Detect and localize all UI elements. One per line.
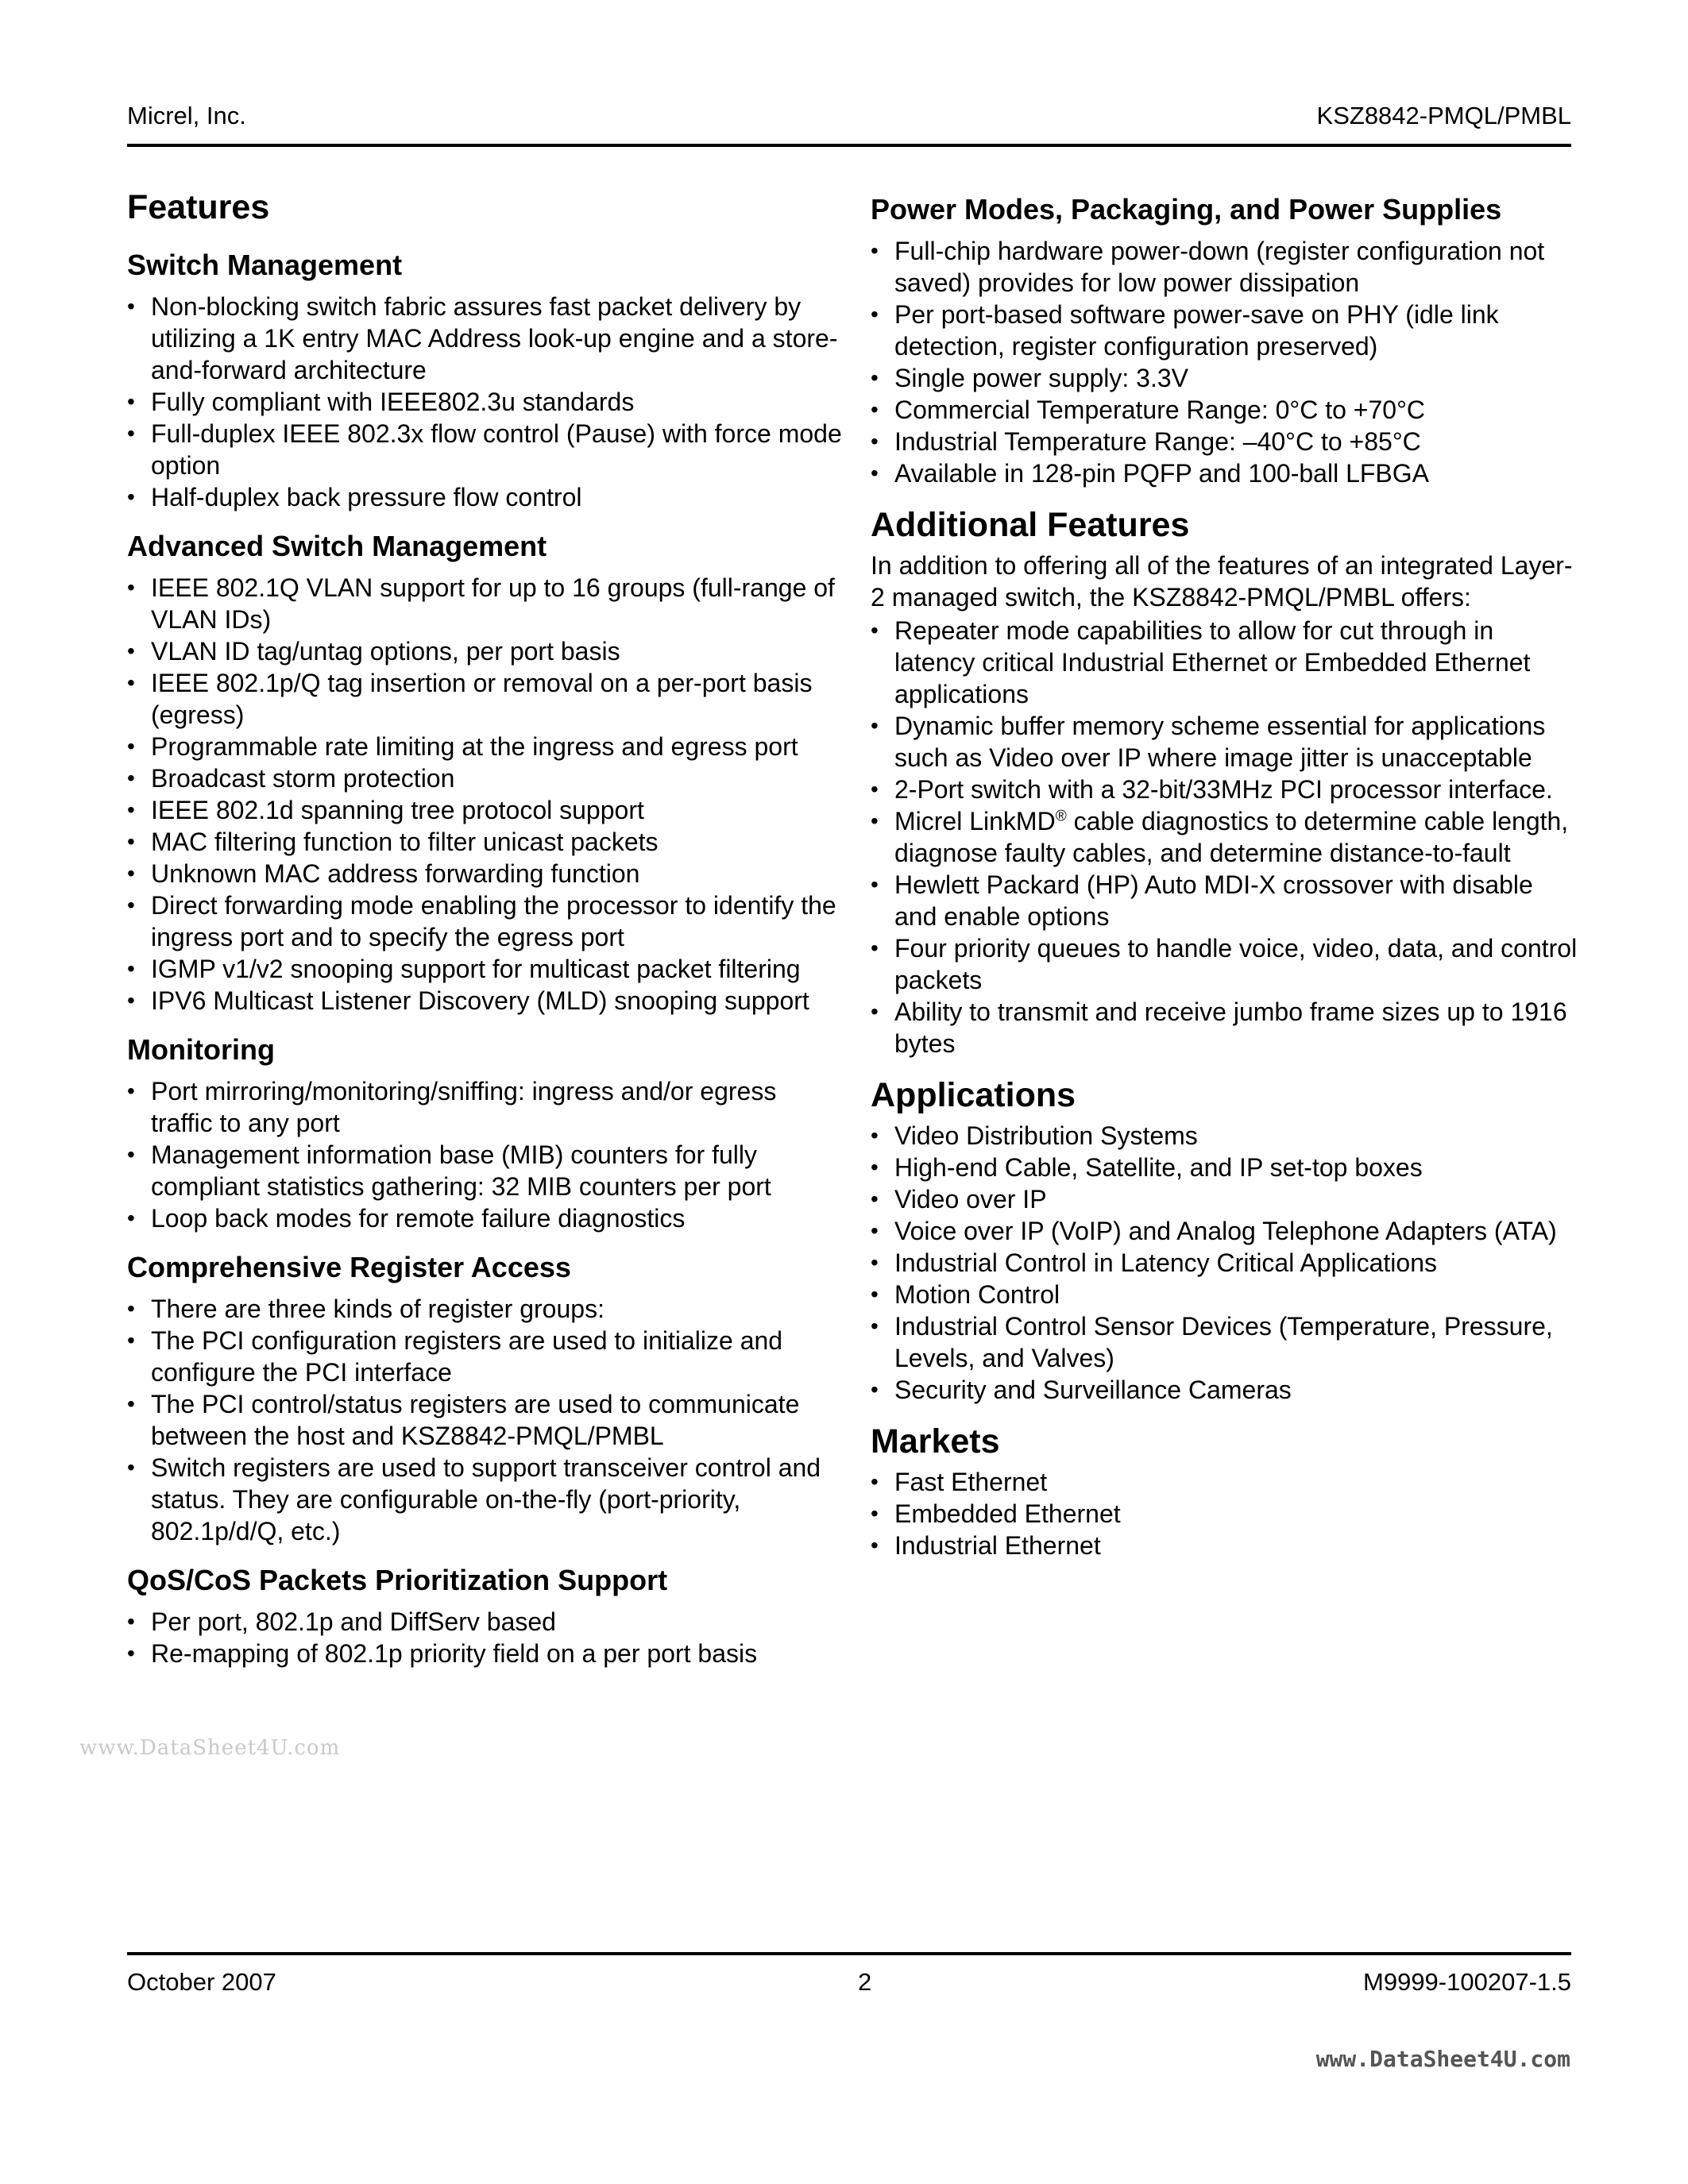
list-item: • Industrial Control Sensor Devices (Temperature, Pressure, Levels, and Valves) <box>871 1310 1578 1374</box>
feature-section <box>127 1250 842 1547</box>
list-item: • The PCI control/status registers are used to communicate between the host and KSZ8842-PMQL/PMBL <box>127 1388 842 1452</box>
list-item: • Non-blocking switch fabric assures fast packet delivery by utilizing a 1K entry MAC Address look-up engine and a store-and-forward architecture <box>127 291 842 386</box>
list-item: • Single power supply: 3.3V <box>871 362 1578 394</box>
list-item: • Broadcast storm protection <box>127 762 842 794</box>
list-item: • IEEE 802.1Q VLAN support for up to 16 groups (full-range of VLAN IDs) <box>127 572 842 635</box>
list-item: • Ability to transmit and receive jumbo frame sizes up to 1916 bytes <box>871 996 1578 1059</box>
linkmd-pre: Micrel LinkMD <box>894 807 1056 835</box>
feature-section <box>127 1032 842 1234</box>
list-item: • IEEE 802.1d spanning tree protocol support <box>127 794 842 826</box>
list-item: • Unknown MAC address forwarding function <box>127 858 842 889</box>
additional-intro: In addition to offering all of the features of an integrated Layer-2 managed switch, the KSZ8842-PMQL/PMBL offers: <box>871 551 1573 612</box>
list-item: • Embedded Ethernet <box>871 1498 1578 1530</box>
list-item: • Repeater mode capabilities to allow for cut through in latency critical Industrial Ethernet or Embedded Ethernet applications <box>871 615 1578 710</box>
list-item: • Security and Surveillance Cameras <box>871 1374 1578 1406</box>
list-item: • Motion Control <box>871 1279 1578 1310</box>
list-item: • Programmable rate limiting at the ingress and egress port <box>127 731 842 762</box>
bullet-list <box>127 1075 842 1234</box>
header-rule <box>127 144 1571 147</box>
section-heading: Switch Management <box>127 249 403 281</box>
footer-date: October 2007 <box>127 1968 276 1996</box>
list-item: • Direct forwarding mode enabling the processor to identify the ingress port and to specify the egress port <box>127 889 842 953</box>
power-list <box>871 235 1578 489</box>
markets-section <box>871 1422 1578 1561</box>
footer-page-number: 2 <box>858 1968 872 1996</box>
list-item: • Commercial Temperature Range: 0°C to +70°C <box>871 394 1578 426</box>
list-item: • Fast Ethernet <box>871 1466 1578 1498</box>
list-item: • Half-duplex back pressure flow control <box>127 481 842 513</box>
left-watermark: www.DataSheet4U.com <box>79 1736 341 1760</box>
list-item: • Industrial Control in Latency Critical Applications <box>871 1247 1578 1279</box>
list-item: • IEEE 802.1p/Q tag insertion or removal on a per-port basis (egress) <box>127 667 842 731</box>
feature-section <box>127 248 842 513</box>
features-title: Features <box>127 188 270 226</box>
left-sections <box>127 248 842 1669</box>
applications-heading: Applications <box>871 1076 1076 1114</box>
list-item: • Full-duplex IEEE 802.3x flow control (Pause) with force mode option <box>127 418 842 481</box>
footer-watermark-link[interactable]: www.DataSheet4U.com <box>1315 2046 1570 2072</box>
bullet-list <box>127 1606 842 1669</box>
footer-rule <box>127 1952 1571 1955</box>
power-heading: Power Modes, Packaging, and Power Supplies <box>871 193 1502 226</box>
list-item: • Fully compliant with IEEE802.3u standards <box>127 386 842 418</box>
section-heading: QoS/CoS Packets Prioritization Support <box>127 1564 668 1596</box>
list-item: • Loop back modes for remote failure diagnostics <box>127 1202 842 1234</box>
list-item: • Voice over IP (VoIP) and Analog Telephone Adapters (ATA) <box>871 1215 1578 1247</box>
right-column <box>871 192 1578 1577</box>
list-item: • Management information base (MIB) counters for fully compliant statistics gathering: 32 MIB counters per port <box>127 1139 842 1202</box>
additional-heading: Additional Features <box>871 506 1190 544</box>
power-section <box>871 192 1578 489</box>
list-item: • IPV6 Multicast Listener Discovery (MLD) snooping support <box>127 985 842 1017</box>
list-item: • Per port-based software power-save on PHY (idle link detection, register configuration preserved) <box>871 299 1578 362</box>
list-item: • Industrial Ethernet <box>871 1530 1578 1561</box>
list-item: • Available in 128-pin PQFP and 100-ball LFBGA <box>871 457 1578 489</box>
bullet-list <box>127 291 842 513</box>
list-item: • Per port, 802.1p and DiffServ based <box>127 1606 842 1638</box>
linkmd-mark: ® <box>1055 808 1067 825</box>
list-item: • MAC filtering function to filter unicast packets <box>127 826 842 858</box>
section-heading: Comprehensive Register Access <box>127 1251 571 1283</box>
markets-list <box>871 1466 1578 1561</box>
additional-section <box>871 505 1578 1059</box>
list-item: • 2-Port switch with a 32-bit/33MHz PCI processor interface. <box>871 774 1578 805</box>
applications-section <box>871 1075 1578 1406</box>
list-item: • VLAN ID tag/untag options, per port basis <box>127 635 842 667</box>
list-item: • Switch registers are used to support transceiver control and status. They are configurable on-the-fly (port-priority, 802.1p/d/Q, etc.) <box>127 1452 842 1547</box>
feature-section <box>127 1563 842 1669</box>
list-item: • The PCI configuration registers are used to initialize and configure the PCI interface <box>127 1325 842 1388</box>
list-item: • Video over IP <box>871 1183 1578 1215</box>
list-item: • High-end Cable, Satellite, and IP set-top boxes <box>871 1152 1578 1183</box>
header-company: Micrel, Inc. <box>127 102 246 129</box>
header-part-number: KSZ8842-PMQL/PMBL <box>1316 102 1571 129</box>
list-item: • Industrial Temperature Range: –40°C to +85°C <box>871 426 1578 457</box>
list-item: • Video Distribution Systems <box>871 1120 1578 1152</box>
list-item: • Port mirroring/monitoring/sniffing: ingress and/or egress traffic to any port <box>127 1075 842 1139</box>
bullet-list <box>127 1293 842 1547</box>
bullet-list <box>127 572 842 1017</box>
left-column <box>127 187 842 1685</box>
section-heading: Monitoring <box>127 1033 275 1066</box>
footer-doc-id: M9999-100207-1.5 <box>1363 1968 1571 1996</box>
list-item: • Full-chip hardware power-down (register configuration not saved) provides for low power dissipation <box>871 235 1578 299</box>
list-item: • Four priority queues to handle voice, video, data, and control packets <box>871 932 1578 996</box>
section-heading: Advanced Switch Management <box>127 530 547 562</box>
list-item: • Hewlett Packard (HP) Auto MDI-X crossover with disable and enable options <box>871 869 1578 932</box>
feature-section <box>127 529 842 1017</box>
linkmd-post: cable diagnostics to determine cable length, diagnose faulty cables, and determine distance-to-fault <box>894 807 1569 867</box>
list-item: • Re-mapping of 802.1p priority field on a per port basis <box>127 1638 842 1669</box>
markets-heading: Markets <box>871 1422 1000 1461</box>
list-item: • There are three kinds of register groups: <box>127 1293 842 1325</box>
linkmd-item <box>871 805 1578 869</box>
list-item: • IGMP v1/v2 snooping support for multicast packet filtering <box>127 953 842 985</box>
applications-list <box>871 1120 1578 1406</box>
additional-list <box>871 615 1578 1059</box>
list-item: • Dynamic buffer memory scheme essential for applications such as Video over IP where image jitter is unacceptable <box>871 710 1578 774</box>
